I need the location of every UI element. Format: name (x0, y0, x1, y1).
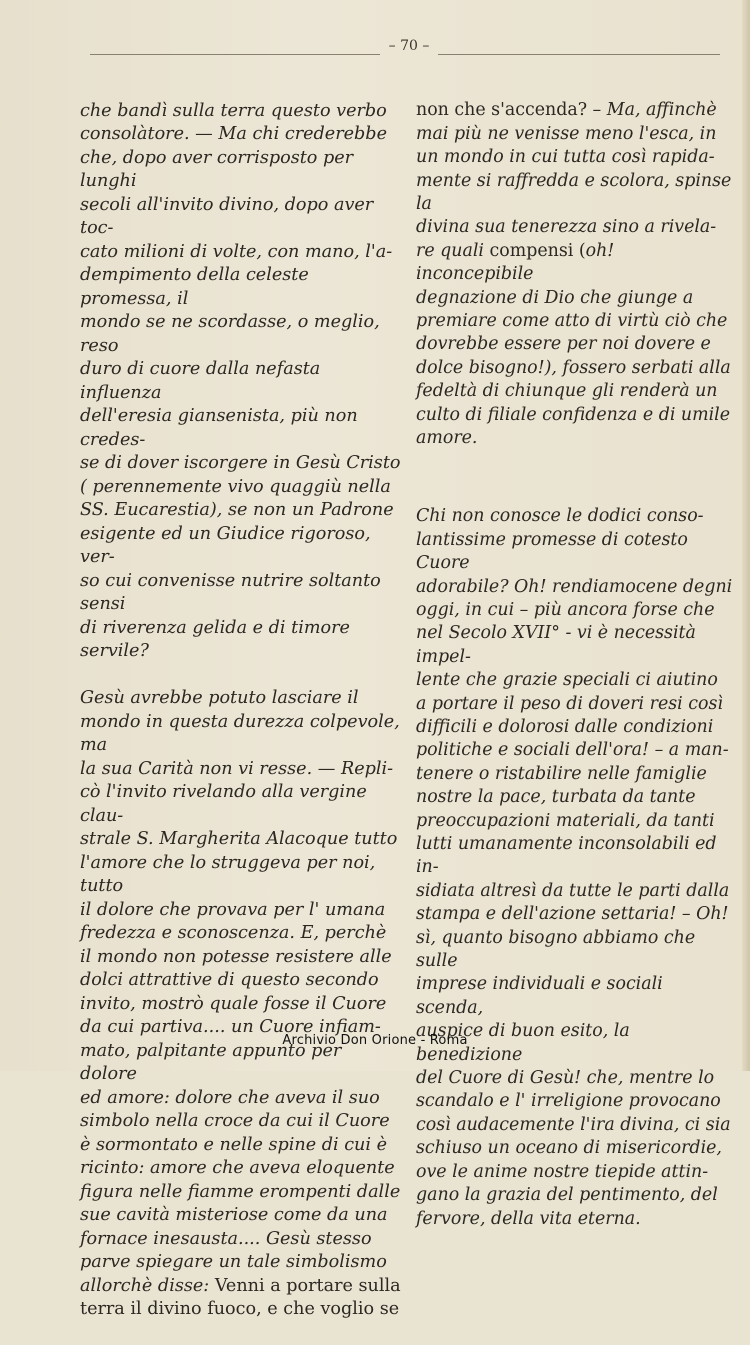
left-text-column (80, 76, 402, 1345)
header-rule-left (90, 54, 380, 55)
right-paragraph-1-compensi: compensi ( (489, 240, 586, 261)
right-paragraph-1-italic-a: Ma, affinchè mai più ne venisse meno l'esca, in un mondo in cui tutta così rapida- mente si raffredda e scolora, spinse la divina sua tenerezza sino a rivela- re quali (416, 100, 732, 261)
page-edge (742, 0, 750, 1071)
left-paragraph-2 (80, 687, 402, 1322)
header-rule-right (438, 54, 720, 55)
right-paragraph-1 (416, 99, 734, 450)
left-paragraph-2-quote: Venni a portare sulla terra il divino fuoco, e che voglio se (80, 1275, 401, 1319)
left-paragraph-2-italic: Gesù avrebbe potuto lasciare il mondo in questa durezza colpevole, ma la sua Carità non vi resse. — Repli- cò l'invito rivelando alla vergine clau- strale S. Margherita Alacoque tutto l'amore che lo struggeva per noi, tutto il dolore che provava per l' umana fredezza e sconoscenza. E, perchè il mondo non potesse resistere alle dolci attrattive di questo secondo invito, mostrò quale fosse il Cuore da cui partiva.... un Cuore infiam- mato, palpitante appunto per dolore ed amore: dolore che aveva il suo simbolo nella croce da cui il Cuore è sormontato e nelle spine di cui è ricinto: amore che aveva eloquente figura nelle fiamme erompenti dalle sue cavità misteriose come da una fornace inesausta.... Gesù stesso parve spiegare un tale simbolismo allorchè disse: (80, 688, 401, 1296)
page-number: – 70 – (388, 38, 430, 54)
right-paragraph-1-italic-b: oh! inconcepibile degnazione di Dio che giunge a premiare come atto di virtù ciò che dovrebbe essere per noi dovere e dolce bisogno!), fossero serbati alla fedeltà di chiunque gli renderà un culto di filiale confidenza e di umile amore. (416, 240, 731, 449)
left-paragraph-1: che bandì sulla terra questo verbo consolàtore. — Ma chi crederebbe che, dopo aver corrisposto per lunghi secoli all'invito divino, dopo aver toc- cato milioni di volte, con mano, l'a- dempimento della celeste promessa, il mondo se ne scordasse, o meglio, reso duro di cuore dalla nefasta influenza dell'eresia giansenista, più non credes- se di dover iscorgere in Gesù Cristo ( perennemente vivo quaggiù nella SS. Eucarestia), se non un Padrone esigente ed un Giudice rigoroso, ver- so cui convenisse nutrire soltanto sensi di riverenza gelida e di timore servile? (80, 100, 401, 661)
paragraph-gap (416, 474, 734, 482)
right-paragraph-1-quote-end: non che s'accenda? – (416, 100, 607, 121)
right-text-column (416, 76, 734, 1254)
right-paragraph-2: Chi non conosce le dodici conso- lantissime promesse di cotesto Cuore adorabile? Oh! rendiamocene degni oggi, in cui – più ancora forse che nel Secolo XVII° - vi è necessità impel- lente che grazie speciali ci aiutino a portare il peso di doveri resi così difficili e dolorosi dalle condizioni politiche e sociali dell'ora! – a man- tenere o ristabilire nelle famiglie nostre la pace, turbata da tante preoccupazioni materiali, da tanti lutti umanamente inconsolabili ed in- sidiata altresì da tutte le parti dalla stampa e dell'azione settaria! – Oh! sì, quanto bisogno abbiamo che sulle imprese individuali e sociali scenda, auspice di buon esito, la benedizione del Cuore di Gesù! che, mentre lo scandalo e l' irreligione provocano così audacemente l'ira divina, ci sia schiuso un oceano di misericordie, ove le anime nostre tiepide attin- gano la grazia del pentimento, del fervore, della vita eterna. (416, 506, 733, 1229)
archive-footer: Archivio Don Orione - Roma (282, 1033, 468, 1048)
